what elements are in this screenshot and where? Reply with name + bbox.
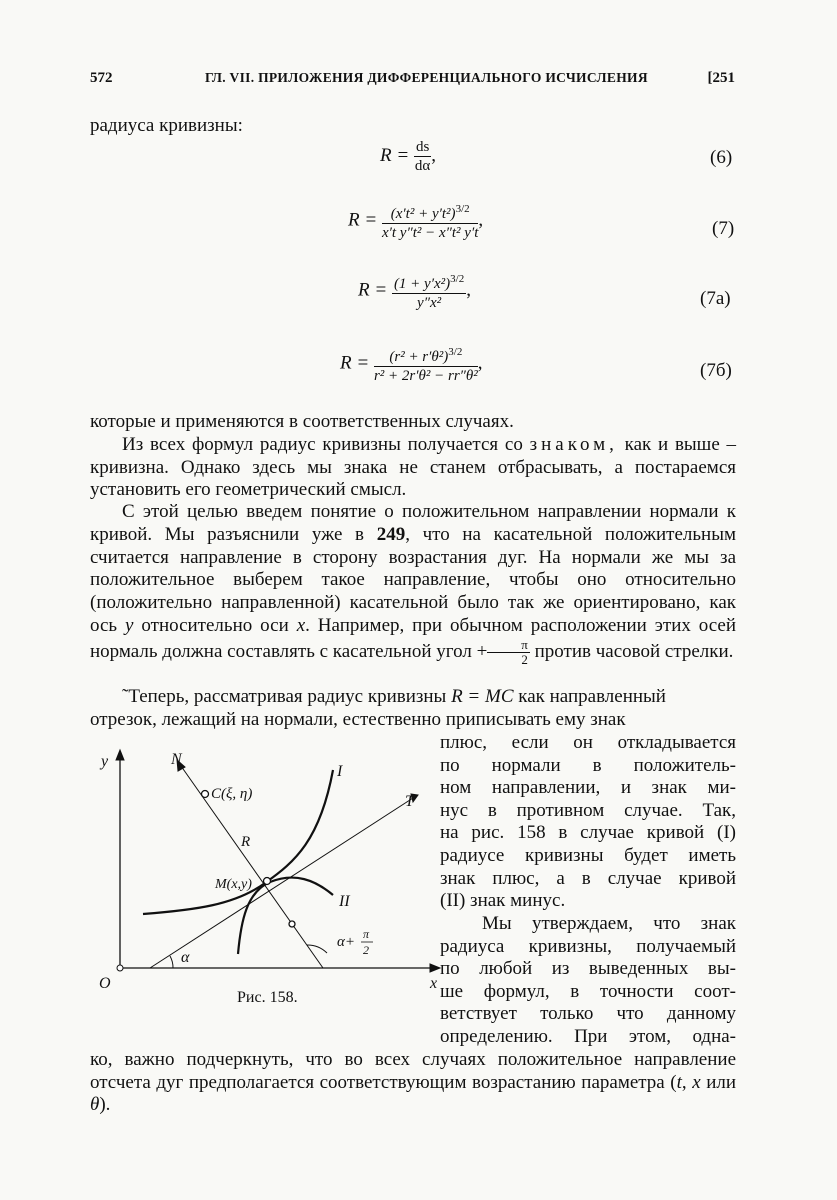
label-two: 2 [363,943,369,957]
p3-angle-num: π [487,638,530,653]
equation-7-label: (7) [712,218,735,239]
wrap1-line: ном направлении, и знак ми- [440,777,736,799]
eq7b-tail: , [477,352,483,374]
wrap2-line: радиуса кривизны, получаемый [440,935,736,957]
wrap1-line: нус в противном случае. Так, [440,799,736,821]
wrap1-line: радиусе кривизны будет иметь [440,844,736,866]
eq7b-lhs: R = [340,352,370,374]
wrap1-line: на рис. 158 в случае кривой (I) [440,822,736,844]
p3-section-ref: 249 [376,523,406,545]
eq7-lhs: R = [348,209,378,231]
equation-6-label: (6) [710,147,733,168]
wrap-text-1 [440,732,736,913]
tangent-line [150,798,413,968]
label-M: M(x,y) [215,877,252,892]
wrap2-line: по любой из выведенных вы- [440,958,736,980]
eq7b-den: r² + 2r′θ² − rr″θ² [373,368,478,384]
p4-text-b: как направленный [518,686,666,707]
equation-7a [358,270,471,312]
p2-text-a: Из всех формул радиус кривизны получается со [122,434,523,455]
running-title: ГЛ. VII. ПРИЛОЖЕНИЯ ДИФФЕРЕНЦИАЛЬНОГО ИСЧИСЛЕНИЯ [205,70,648,85]
p3-text-e: против часовой стрелки. [534,640,734,662]
p3-angle-den: 2 [521,651,528,667]
x-axis-arrow [430,964,440,972]
alpha-arc [170,956,173,968]
label-N: N [171,751,182,768]
origin-point [117,965,123,971]
label-R: R [241,834,251,850]
paragraph-2 [90,434,736,502]
eq6-tail: , [431,144,437,166]
equation-7b-label: (7б) [700,360,732,381]
point-C [202,791,209,798]
p2-text-b: как и выше – кривизна. Однако здесь мы знака не станем отбрасывать, а постараемся установить его геометрический смысл. [90,434,737,501]
p2-spaced-word: знаком, [529,434,618,455]
p5-text-a: ко, важно подчеркнуть, что во всех случаях положительное направление отсчета дуг предполагается соответствующим возрастанию параметра ( [90,1049,736,1093]
eq7-num: (x′t² + y′t²) [390,206,456,222]
eq6-lhs: R = [380,144,410,166]
label-pi: π [363,927,370,941]
p3-angle-sign: + [476,640,488,662]
p5-end: ). [99,1094,111,1116]
section-number: [251 [707,70,735,86]
curve-II [238,878,333,954]
eq6-num: ds [415,139,430,155]
paragraph-4 [90,686,736,709]
eq7-den: x′t y″t² − x″t² y′t [381,225,479,241]
label-C: C(ξ, η) [211,786,253,802]
paragraph-5 [90,1049,736,1117]
p5-comma: , [681,1071,687,1093]
wrap1-line: (II) знак минус. [440,890,566,912]
wrap1-line: знак плюс, а в случае кривой [440,867,736,889]
wrap2-line: Мы утверждаем, что знак [482,913,736,934]
eq6-den: dα [414,158,431,174]
p4-equation: R = MC [451,686,514,707]
p3-text-a: С этой целью введем понятие о положительном направлении нормали к кривой. Мы разъяснили уже в [90,501,736,545]
eq7a-num: (1 + y′x²) [393,276,451,292]
p3-var-y: y [125,614,134,636]
equation-6 [380,138,436,175]
label-x: x [430,975,438,992]
label-alpha-pi: α+ [337,934,355,950]
p3-text-c: относительно оси [141,614,289,636]
wrap2-line: определению. При этом, одна- [440,1025,736,1047]
paragraph-4-line2: отрезок, лежащий на нормали, естественно приписывать ему знак [90,709,626,730]
y-axis-arrow [116,750,124,760]
paragraph-1: которые и применяются в соответственных случаях. [90,411,514,432]
label-T: T [405,793,414,810]
page-header [90,70,740,94]
label-II: II [339,893,350,910]
wrap2-line: ветствует только что данному [440,1003,736,1025]
paragraph-3 [90,501,736,667]
figure-caption: Рис. 158. [237,989,298,1006]
wrap1-line: плюс, если он откладывается [440,732,736,753]
label-I: I [337,763,343,780]
p4-text-a: ˜Теперь, рассматривая радиус кривизны [122,686,447,707]
eq7a-lhs: R = [358,279,388,301]
p5-var-theta: θ [90,1094,100,1116]
eq7-exp: 3/2 [455,203,470,215]
wrap1-line: по нормали в положитель- [440,754,736,776]
equation-7 [348,200,483,242]
p3-var-x: x [296,614,306,636]
eq7-tail: , [478,209,484,231]
point-C2 [289,921,295,927]
eq7a-exp: 3/2 [450,273,465,285]
wrap-text-2 [440,913,736,1049]
p5-var-x: x [692,1071,701,1093]
eq7a-tail: , [466,279,471,301]
p3-text-d: . Например, при обычном расположении этих осей нормаль должна составлять с касательной угол [90,614,737,662]
figure-158 [95,740,445,1000]
eq7a-den: y″x² [417,295,442,311]
eq7b-num: (r² + r′θ²) [389,349,449,365]
equation-7a-label: (7а) [700,288,731,309]
point-M [264,878,271,885]
eq7b-exp: 3/2 [448,346,463,358]
wrap2-line: ше формул, в точности соот- [440,980,736,1002]
p3-text-b: , что на касательной положительным считается направление в сторону возрастания дуг. На нормали же мы за положительное выберем такое направление, чтобы оно относительно (положительно направленной) касательной было так же ориентировано, как ось [90,523,736,636]
intro-text: радиуса кривизны: [90,115,243,136]
p5-var-t: t [676,1071,682,1093]
label-O: O [99,975,111,992]
p5-or: или [706,1071,737,1093]
label-alpha: α [181,949,190,966]
page-number: 572 [90,70,113,86]
equation-7b [340,343,483,385]
label-y: y [101,753,109,770]
